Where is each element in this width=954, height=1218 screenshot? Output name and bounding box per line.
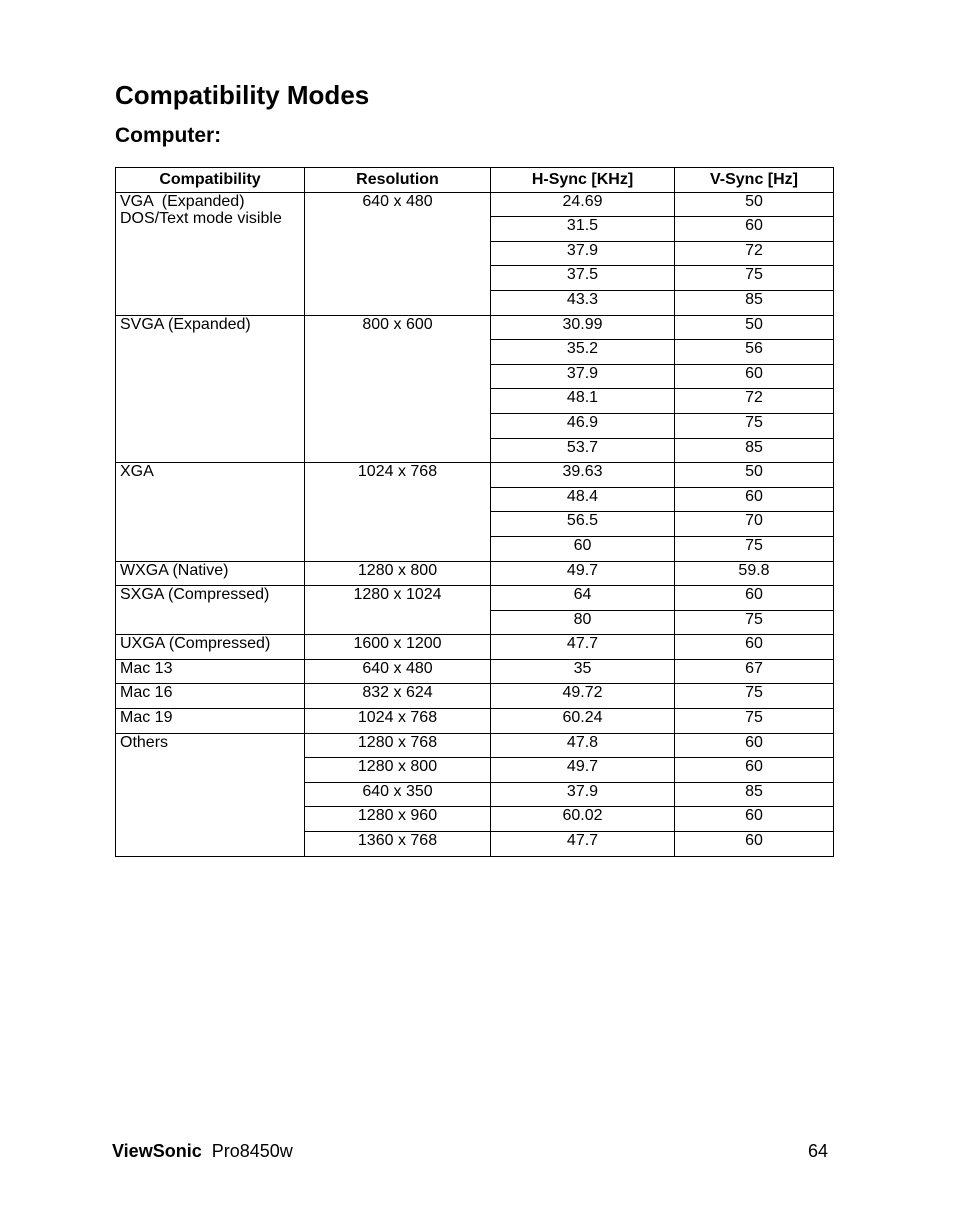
resolution-cell: 1360 x 768 xyxy=(305,832,491,857)
h-sync-cell: 37.9 xyxy=(491,241,675,266)
header-h-sync: H-Sync [KHz] xyxy=(491,168,675,193)
header-resolution: Resolution xyxy=(305,168,491,193)
v-sync-cell: 67 xyxy=(675,659,834,684)
compatibility-cell xyxy=(116,709,305,734)
h-sync-cell: 64 xyxy=(491,586,675,611)
v-sync-cell: 60 xyxy=(675,364,834,389)
v-sync-cell: 50 xyxy=(675,192,834,217)
resolution-cell: 1600 x 1200 xyxy=(305,635,491,660)
v-sync-cell: 72 xyxy=(675,241,834,266)
table-row xyxy=(116,463,834,488)
v-sync-cell: 75 xyxy=(675,684,834,709)
table-row xyxy=(116,733,834,758)
resolution-cell: 640 x 350 xyxy=(305,782,491,807)
compatibility-label: VGA (Expanded) xyxy=(120,192,245,210)
v-sync-cell: 59.8 xyxy=(675,561,834,586)
v-sync-cell: 75 xyxy=(675,266,834,291)
table-row xyxy=(116,659,834,684)
h-sync-cell: 30.99 xyxy=(491,315,675,340)
resolution-cell: 1280 x 800 xyxy=(305,758,491,783)
v-sync-cell: 60 xyxy=(675,217,834,242)
v-sync-cell: 60 xyxy=(675,635,834,660)
compatibility-cell xyxy=(116,684,305,709)
v-sync-cell: 75 xyxy=(675,709,834,734)
v-sync-cell: 75 xyxy=(675,413,834,438)
h-sync-cell: 37.9 xyxy=(491,782,675,807)
v-sync-cell: 60 xyxy=(675,807,834,832)
resolution-cell: 1024 x 768 xyxy=(305,709,491,734)
h-sync-cell: 56.5 xyxy=(491,512,675,537)
resolution-cell: 1024 x 768 xyxy=(305,463,491,561)
compatibility-cell xyxy=(116,192,305,315)
h-sync-cell: 60 xyxy=(491,536,675,561)
h-sync-cell: 49.7 xyxy=(491,758,675,783)
h-sync-cell: 60.24 xyxy=(491,709,675,734)
v-sync-cell: 70 xyxy=(675,512,834,537)
h-sync-cell: 47.8 xyxy=(491,733,675,758)
table-row xyxy=(116,192,834,217)
h-sync-cell: 49.72 xyxy=(491,684,675,709)
v-sync-cell: 56 xyxy=(675,340,834,365)
table-body xyxy=(116,192,834,856)
resolution-cell: 1280 x 768 xyxy=(305,733,491,758)
compatibility-cell xyxy=(116,315,305,463)
resolution-cell: 640 x 480 xyxy=(305,659,491,684)
compatibility-cell xyxy=(116,586,305,635)
compatibility-label: UXGA (Compressed) xyxy=(120,635,271,653)
table-row xyxy=(116,561,834,586)
brand-name: ViewSonic xyxy=(112,1141,202,1161)
h-sync-cell: 53.7 xyxy=(491,438,675,463)
compatibility-label: XGA xyxy=(120,463,154,481)
v-sync-cell: 60 xyxy=(675,487,834,512)
h-sync-cell: 35 xyxy=(491,659,675,684)
compatibility-cell xyxy=(116,463,305,561)
h-sync-cell: 48.4 xyxy=(491,487,675,512)
v-sync-cell: 72 xyxy=(675,389,834,414)
page-number: 64 xyxy=(808,1141,829,1161)
h-sync-cell: 80 xyxy=(491,610,675,635)
compatibility-label: Mac 19 xyxy=(120,709,173,727)
table-header-row xyxy=(116,168,834,193)
resolution-cell: 1280 x 960 xyxy=(305,807,491,832)
table-row xyxy=(116,709,834,734)
v-sync-cell: 75 xyxy=(675,610,834,635)
table-row xyxy=(116,684,834,709)
table-row xyxy=(116,586,834,611)
header-v-sync: V-Sync [Hz] xyxy=(675,168,834,193)
v-sync-cell: 85 xyxy=(675,290,834,315)
h-sync-cell: 46.9 xyxy=(491,413,675,438)
section-subtitle: Computer: xyxy=(115,124,222,147)
v-sync-cell: 60 xyxy=(675,586,834,611)
h-sync-cell: 37.5 xyxy=(491,266,675,291)
h-sync-cell: 31.5 xyxy=(491,217,675,242)
compatibility-table xyxy=(115,167,834,857)
v-sync-cell: 50 xyxy=(675,463,834,488)
compatibility-label: SXGA (Compressed) xyxy=(120,586,270,604)
compatibility-cell xyxy=(116,635,305,660)
v-sync-cell: 75 xyxy=(675,536,834,561)
compatibility-cell xyxy=(116,561,305,586)
compatibility-label: Mac 13 xyxy=(120,659,173,677)
h-sync-cell: 47.7 xyxy=(491,832,675,857)
compatibility-label: WXGA (Native) xyxy=(120,561,229,579)
h-sync-cell: 60.02 xyxy=(491,807,675,832)
v-sync-cell: 85 xyxy=(675,782,834,807)
resolution-cell: 640 x 480 xyxy=(305,192,491,315)
page-title: Compatibility Modes xyxy=(115,80,370,110)
v-sync-cell: 60 xyxy=(675,758,834,783)
resolution-cell: 800 x 600 xyxy=(305,315,491,463)
header-compatibility: Compatibility xyxy=(116,168,305,193)
h-sync-cell: 37.9 xyxy=(491,364,675,389)
v-sync-cell: 50 xyxy=(675,315,834,340)
v-sync-cell: 60 xyxy=(675,832,834,857)
v-sync-cell: 60 xyxy=(675,733,834,758)
h-sync-cell: 49.7 xyxy=(491,561,675,586)
h-sync-cell: 43.3 xyxy=(491,290,675,315)
h-sync-cell: 39.63 xyxy=(491,463,675,488)
footer-brand xyxy=(112,1141,293,1162)
compatibility-label: DOS/Text mode visible xyxy=(120,209,282,227)
resolution-cell: 1280 x 1024 xyxy=(305,586,491,635)
h-sync-cell: 48.1 xyxy=(491,389,675,414)
compatibility-label: SVGA (Expanded) xyxy=(120,315,251,333)
compatibility-label: Others xyxy=(120,733,169,751)
table-row xyxy=(116,315,834,340)
model-name: Pro8450w xyxy=(211,1141,293,1161)
compatibility-cell xyxy=(116,659,305,684)
h-sync-cell: 47.7 xyxy=(491,635,675,660)
resolution-cell: 1280 x 800 xyxy=(305,561,491,586)
table-row xyxy=(116,635,834,660)
h-sync-cell: 24.69 xyxy=(491,192,675,217)
compatibility-label: Mac 16 xyxy=(120,684,173,702)
h-sync-cell: 35.2 xyxy=(491,340,675,365)
resolution-cell: 832 x 624 xyxy=(305,684,491,709)
compatibility-cell xyxy=(116,733,305,856)
v-sync-cell: 85 xyxy=(675,438,834,463)
